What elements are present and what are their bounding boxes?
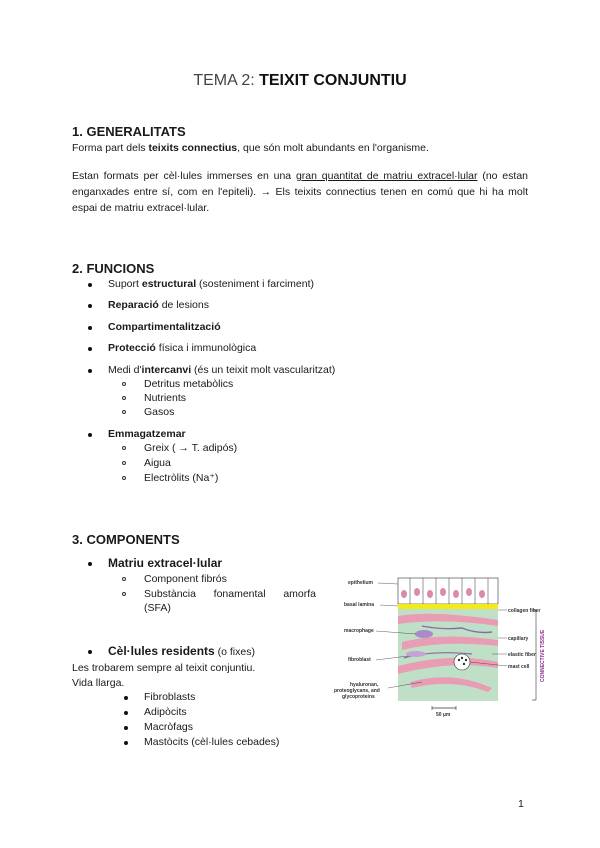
bullet-circle: [122, 577, 126, 581]
label-mast-cell: mast cell: [508, 664, 530, 670]
bullet: [88, 650, 92, 654]
text-bold: Protecció: [108, 342, 156, 354]
bullet-circle: [122, 592, 126, 596]
text-bold: Compartimentalització: [108, 321, 221, 333]
text: Electròlits (Na⁺): [144, 472, 219, 484]
paragraph-2: [72, 168, 528, 216]
page-title: [0, 72, 600, 90]
list-item: [108, 298, 209, 312]
sub-list-item: [144, 405, 174, 419]
text: de lesions: [158, 299, 209, 311]
title-main: TEIXIT CONJUNTIU: [259, 72, 407, 89]
text-bold: Matriu extracel·lular: [108, 556, 223, 570]
title-prefix: TEMA 2:: [193, 72, 260, 89]
label-epithelium: epithelium: [348, 580, 374, 586]
cellules-line-2: Vida llarga.: [72, 677, 125, 689]
list-item: [144, 690, 195, 704]
basal-lamina: [398, 604, 498, 609]
bullet: [88, 283, 92, 287]
bullet-circle: [122, 461, 126, 465]
list-item-matriu: [108, 556, 222, 570]
scale-label: 50 µm: [436, 712, 451, 718]
text: física i immunològica: [155, 342, 257, 354]
bullet-circle: [122, 476, 126, 480]
heading-generalitats: 1. GENERALITATS: [72, 124, 186, 139]
text: Adipòcits: [144, 706, 187, 718]
text: Medi d': [108, 364, 142, 376]
bullet-circle: [122, 396, 126, 400]
text: Estan formats per cèl·lules immerses en una: [72, 170, 296, 182]
text: Fibroblasts: [144, 691, 196, 703]
text: Mastòcits (cèl·lules cebades): [144, 736, 280, 748]
side-label: CONNECTIVE TISSUE: [540, 629, 546, 682]
text: Suport: [108, 278, 142, 290]
text-bold: teixits connectius: [148, 142, 238, 154]
sub-list-item: [144, 587, 316, 615]
heading-components: 3. COMPONENTS: [72, 532, 180, 547]
list-item: [108, 363, 335, 377]
text: Greix ( → T. adipós): [144, 442, 238, 454]
text-bold: Cèl·lules residents: [108, 644, 215, 658]
cellules-line-1: Les trobarem sempre al teixit conjuntiu.: [72, 662, 256, 674]
text: Detritus metabòlics: [144, 378, 234, 390]
connective-tissue-figure: [332, 570, 552, 725]
text: Component fibrós: [144, 573, 227, 585]
text-bold: Reparació: [108, 299, 159, 311]
bullet: [88, 304, 92, 308]
sub-list-item: [144, 572, 227, 586]
label-collagen-fiber: collagen fiber: [508, 608, 541, 614]
bullet-circle: [122, 382, 126, 386]
bullet: [124, 741, 128, 745]
text: (és un teixit molt vascularitzat): [191, 364, 336, 376]
figure-svg: [332, 570, 552, 720]
label-capillary: capillary: [508, 636, 529, 642]
epithelium-cells: [398, 578, 498, 604]
text: Nutrients: [144, 392, 187, 404]
label-macrophage: macrophage: [344, 628, 374, 634]
sub-list-item: [144, 391, 186, 405]
text: Aigua: [144, 457, 171, 469]
bullet-circle: [122, 410, 126, 414]
list-item: [108, 320, 221, 334]
bullet: [88, 369, 92, 373]
list-item: [144, 735, 279, 749]
bullet: [88, 562, 92, 566]
bullet: [88, 433, 92, 437]
text-bold: intercanvi: [141, 364, 192, 376]
sub-list-item: [144, 471, 218, 485]
bullet: [124, 696, 128, 700]
text: Forma part dels: [72, 142, 149, 154]
list-item: [144, 705, 187, 719]
text: Substància fonamental amorfa (SFA): [144, 588, 316, 614]
text: , que són molt abundants en l'organisme.: [237, 142, 429, 154]
list-item: [108, 427, 186, 441]
list-item: [108, 277, 314, 291]
sub-list-item: [144, 441, 237, 455]
label-proteoglycans: proteoglycans, and: [334, 688, 380, 694]
label-fibroblast: fibroblast: [348, 657, 371, 663]
paragraph-1: [72, 140, 429, 156]
matrix: [398, 609, 498, 701]
sub-list-item: [144, 377, 233, 391]
label-hyaluronan: hyaluronan,: [350, 682, 379, 688]
text-bold: estructural: [141, 278, 197, 290]
page-number: 1: [518, 798, 524, 810]
label-glycoproteins: glycoproteins: [342, 694, 375, 700]
text: (no estan enganxades entre sí, com en l'epiteli). → Els teixits connectius tenen en comú que hi ha molt espai de matriu extracel·lular.: [72, 170, 528, 214]
bullet: [88, 326, 92, 330]
list-item: [108, 341, 256, 355]
text: (o fixes): [214, 646, 255, 658]
bullet: [124, 711, 128, 715]
list-item-cellules: [108, 644, 255, 658]
heading-funcions: 2. FUNCIONS: [72, 261, 155, 276]
list-item: [144, 720, 193, 734]
text: (sosteniment i farciment): [196, 278, 315, 290]
bullet: [88, 347, 92, 351]
text: Macròfags: [144, 721, 194, 733]
sub-list-item: [144, 456, 171, 470]
text: Gasos: [144, 406, 175, 418]
label-elastic-fiber: elastic fiber: [508, 652, 536, 658]
text-underlined: gran quantitat de matriu extracel·lular: [295, 170, 478, 182]
bullet-circle: [122, 446, 126, 450]
bullet: [124, 726, 128, 730]
label-basal-lamina: basal lamina: [344, 602, 375, 608]
text-bold: Emmagatzemar: [108, 428, 186, 440]
